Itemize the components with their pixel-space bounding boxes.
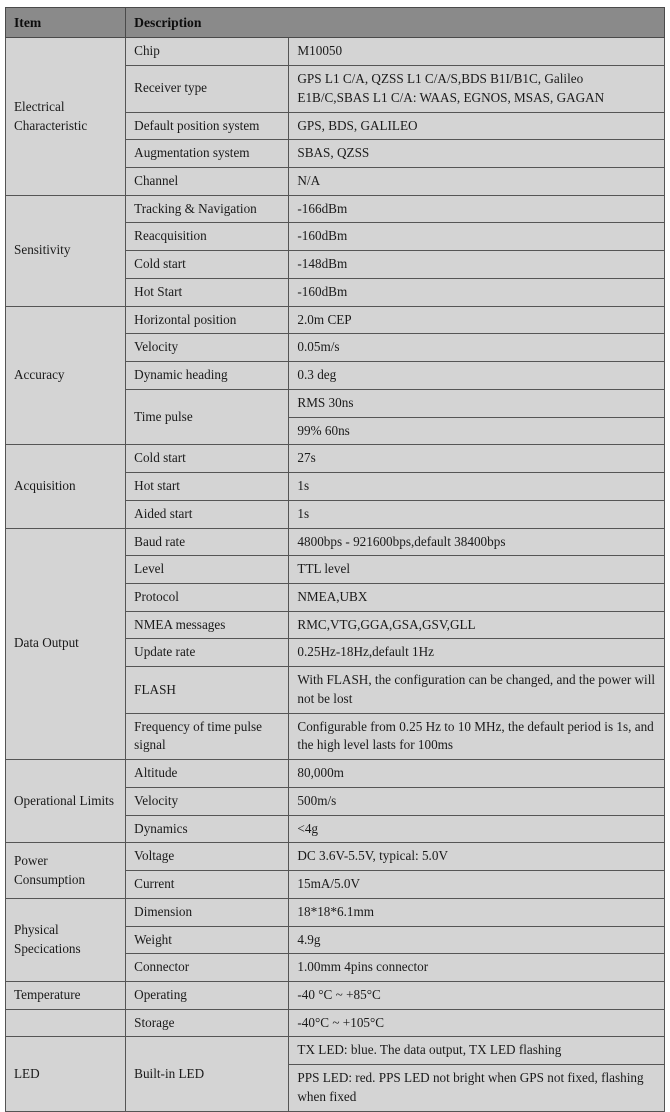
table-row	[6, 306, 665, 334]
parameter-cell: Channel	[126, 167, 289, 195]
category-cell: Sensitivity	[6, 195, 126, 306]
value-cell: RMS 30ns	[289, 389, 665, 417]
parameter-cell: Horizontal position	[126, 306, 289, 334]
table-row	[6, 445, 665, 473]
parameter-cell: Hot start	[126, 473, 289, 501]
table-header	[6, 8, 665, 38]
parameter-cell: Velocity	[126, 787, 289, 815]
value-cell: TX LED: blue. The data output, TX LED flashing	[289, 1037, 665, 1065]
value-cell: -148dBm	[289, 251, 665, 279]
value-cell: N/A	[289, 167, 665, 195]
value-cell: 80,000m	[289, 760, 665, 788]
parameter-cell: Cold start	[126, 445, 289, 473]
parameter-cell: Tracking & Navigation	[126, 195, 289, 223]
parameter-cell: Weight	[126, 926, 289, 954]
value-cell: -166dBm	[289, 195, 665, 223]
specification-table	[5, 7, 665, 1112]
category-cell: Physical Specications	[6, 898, 126, 981]
value-cell: With FLASH, the configuration can be changed, and the power will not be lost	[289, 667, 665, 713]
parameter-cell: Update rate	[126, 639, 289, 667]
value-cell: 27s	[289, 445, 665, 473]
category-cell: Accuracy	[6, 306, 126, 445]
value-cell: 0.25Hz-18Hz,default 1Hz	[289, 639, 665, 667]
category-cell: Electrical Characteristic	[6, 38, 126, 195]
parameter-cell: Receiver type	[126, 66, 289, 112]
value-cell: 18*18*6.1mm	[289, 898, 665, 926]
value-cell: 1.00mm 4pins connector	[289, 954, 665, 982]
parameter-cell: Default position system	[126, 112, 289, 140]
value-cell: 15mA/5.0V	[289, 871, 665, 899]
parameter-cell: Aided start	[126, 500, 289, 528]
header-row	[6, 8, 665, 38]
table-row	[6, 898, 665, 926]
table-row	[6, 38, 665, 66]
parameter-cell: Cold start	[126, 251, 289, 279]
parameter-cell: Dimension	[126, 898, 289, 926]
parameter-cell: Baud rate	[126, 528, 289, 556]
table-row	[6, 528, 665, 556]
category-cell: Power Consumption	[6, 843, 126, 898]
parameter-cell: Time pulse	[126, 389, 289, 444]
parameter-cell: Built-in LED	[126, 1037, 289, 1111]
parameter-cell: Dynamics	[126, 815, 289, 843]
parameter-cell: Operating	[126, 982, 289, 1010]
table-row	[6, 843, 665, 871]
value-cell: M10050	[289, 38, 665, 66]
category-cell: Data Output	[6, 528, 126, 760]
table-row	[6, 982, 665, 1010]
table-row	[6, 1009, 665, 1037]
value-cell: 500m/s	[289, 787, 665, 815]
parameter-cell: Current	[126, 871, 289, 899]
value-cell: 4800bps - 921600bps,default 38400bps	[289, 528, 665, 556]
value-cell: GPS L1 C/A, QZSS L1 C/A/S,BDS B1I/B1C, Galileo E1B/C,SBAS L1 C/A: WAAS, EGNOS, MSAS, GAGAN	[289, 66, 665, 112]
parameter-cell: Hot Start	[126, 278, 289, 306]
parameter-cell: Dynamic heading	[126, 362, 289, 390]
category-cell: Acquisition	[6, 445, 126, 528]
column-header-description: Description	[126, 8, 665, 38]
parameter-cell: FLASH	[126, 667, 289, 713]
category-cell: Temperature	[6, 982, 126, 1010]
category-cell-empty	[6, 1009, 126, 1037]
table-body	[6, 38, 665, 1111]
parameter-cell: Altitude	[126, 760, 289, 788]
table-row	[6, 760, 665, 788]
value-cell: Configurable from 0.25 Hz to 10 MHz, the default period is 1s, and the high level lasts for 100ms	[289, 713, 665, 759]
value-cell: -40°C ~ +105°C	[289, 1009, 665, 1037]
value-cell: 1s	[289, 500, 665, 528]
parameter-cell: Connector	[126, 954, 289, 982]
parameter-cell: Level	[126, 556, 289, 584]
value-cell: TTL level	[289, 556, 665, 584]
parameter-cell: NMEA messages	[126, 611, 289, 639]
parameter-cell: Protocol	[126, 583, 289, 611]
value-cell: -160dBm	[289, 223, 665, 251]
parameter-cell: Reacquisition	[126, 223, 289, 251]
parameter-cell: Velocity	[126, 334, 289, 362]
value-cell: NMEA,UBX	[289, 583, 665, 611]
value-cell: 0.3 deg	[289, 362, 665, 390]
parameter-cell: Frequency of time pulse signal	[126, 713, 289, 759]
value-cell: PPS LED: red. PPS LED not bright when GPS not fixed, flashing when fixed	[289, 1065, 665, 1111]
value-cell: DC 3.6V-5.5V, typical: 5.0V	[289, 843, 665, 871]
value-cell: 1s	[289, 473, 665, 501]
parameter-cell: Augmentation system	[126, 140, 289, 168]
value-cell: -160dBm	[289, 278, 665, 306]
table-row	[6, 195, 665, 223]
category-cell: Operational Limits	[6, 760, 126, 843]
column-header-item: Item	[6, 8, 126, 38]
value-cell: 2.0m CEP	[289, 306, 665, 334]
value-cell: -40 °C ~ +85°C	[289, 982, 665, 1010]
table-row	[6, 1037, 665, 1065]
value-cell: GPS, BDS, GALILEO	[289, 112, 665, 140]
value-cell: 99% 60ns	[289, 417, 665, 445]
value-cell: SBAS, QZSS	[289, 140, 665, 168]
parameter-cell: Chip	[126, 38, 289, 66]
value-cell: <4g	[289, 815, 665, 843]
parameter-cell: Voltage	[126, 843, 289, 871]
value-cell: RMC,VTG,GGA,GSA,GSV,GLL	[289, 611, 665, 639]
value-cell: 0.05m/s	[289, 334, 665, 362]
value-cell: 4.9g	[289, 926, 665, 954]
category-cell: LED	[6, 1037, 126, 1111]
parameter-cell: Storage	[126, 1009, 289, 1037]
